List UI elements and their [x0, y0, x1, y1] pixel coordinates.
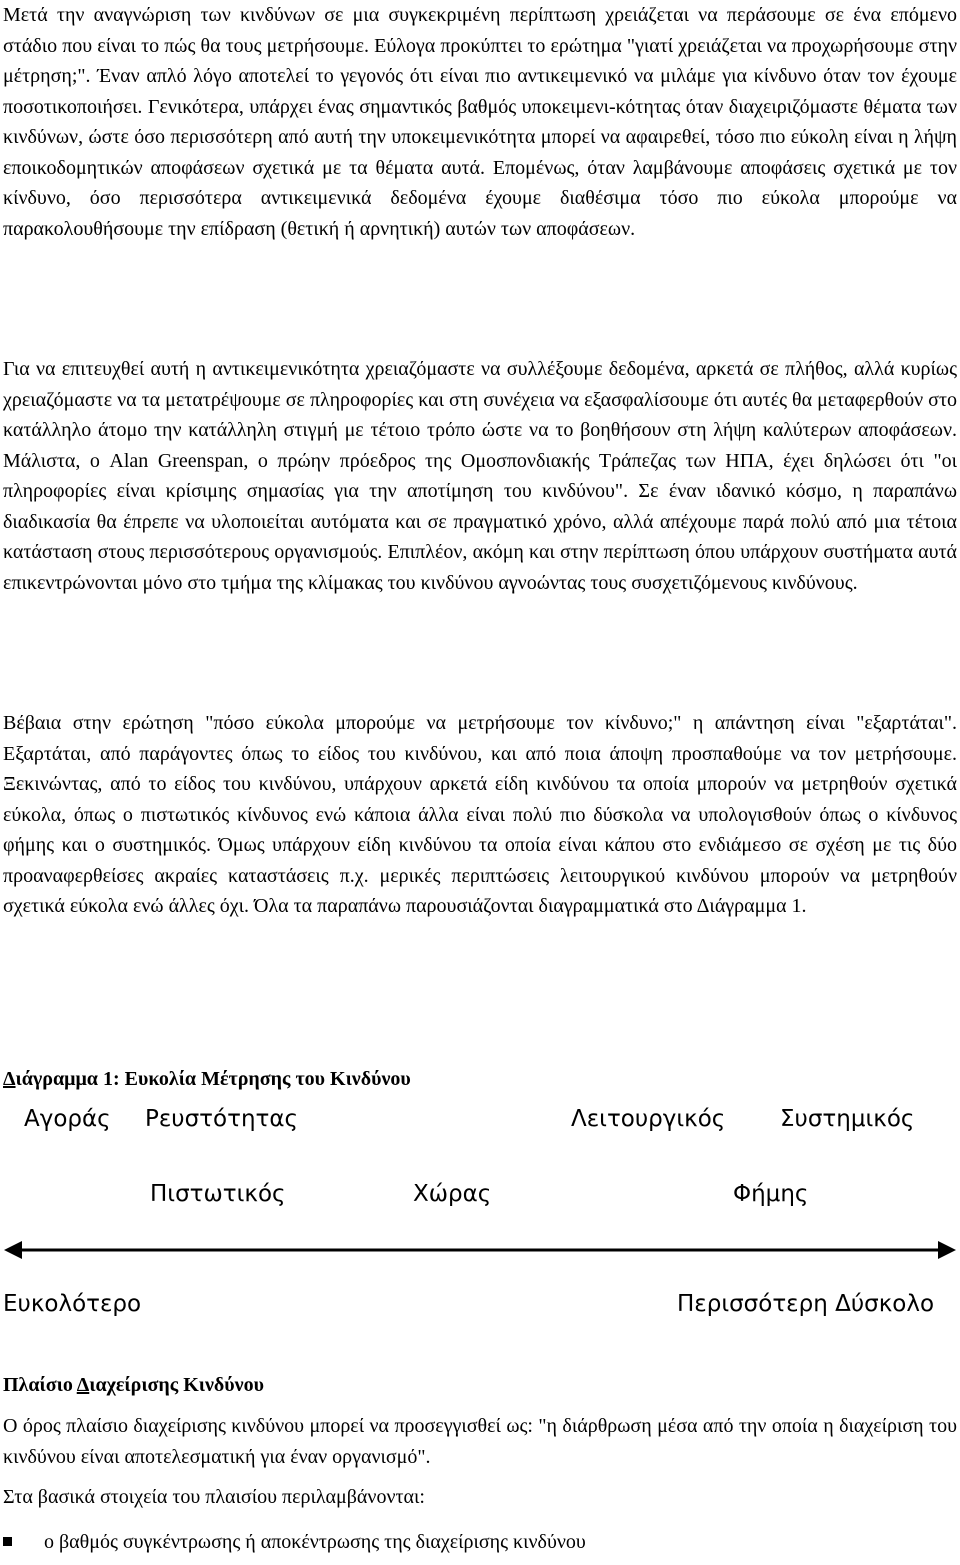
paragraph-objectivity: Για να επιτευχθεί αυτή η αντικειμενικότητα χρειαζόμαστε να συλλέξουμε δεδομένα, αρκετά σε πλήθος, αλλά κυρίως χρειαζόμαστε να τα μετατρέψουμε σε πληροφορίες και στη συνέχεια να εξασφαλίσουμε ότι αυτές θα μεταφερθούν στο κατάλληλο άτομο την κατάλληλη στιγμή με τέτοιο τρόπο ώστε να το βοηθήσουν στη λήψη καλύτερων αποφάσεων. Μάλιστα, ο Alan Greenspan, ο πρώην πρόεδρος της Ομοσπονδιακής Τράπεζας των ΗΠΑ, έχει δηλώσει ότι "οι πληροφορίες είναι κρίσιμης σημασίας για την αποτίμηση του κινδύνου". Σε έναν ιδανικό κόσμο, η παραπάνω διαδικασία θα έπρεπε να υλοποιείται αυτόματα και σε πραγματικό χρόνο, αλλά απέχουμε παρά πολύ από μια τέτοια κατάσταση στους περισσότερους οργανισμούς. Επιπλέον, ακόμη και στην περίπτωση όπου υπάρχουν συστήματα αυτά επικεντρώνονται μόνο στο τμήμα της κλίμακας του κινδύνου αγνοώντας τους συσχετιζόμενους κινδύνους.: [3, 358, 957, 594]
diagram-label-operational: Λειτουργικός: [571, 1106, 726, 1132]
diagram-label-liquidity: Ρευστότητας: [145, 1106, 299, 1132]
diagram-label-systemic: Συστημικός: [780, 1106, 915, 1132]
diagram-label-market: Αγοράς: [24, 1106, 111, 1132]
diagram-label-easier: Ευκολότερο: [3, 1291, 142, 1317]
diagram-label-credit: Πιστωτικός: [150, 1181, 286, 1207]
framework-definition: Ο όρος πλαίσιο διαχείρισης κινδύνου μπορεί να προσεγγισθεί ως: "η διάρθρωση μέσα από την οποία η διαχείριση του κινδύνου είναι αποτελεσματική για έναν οργανισμό".: [3, 1415, 957, 1468]
framework-heading: Πλαίσιο Διαχείρισης Κινδύνου: [3, 1374, 264, 1396]
list-item: ο βαθμός συγκέντρωσης ή αποκέντρωσης της διαχείρισης κινδύνου: [3, 1531, 586, 1554]
risk-measurement-diagram: [0, 1100, 960, 1330]
diagram-label-more-difficult: Περισσότερη Δύσκολο: [677, 1291, 935, 1317]
diagram-label-reputation: Φήμης: [733, 1181, 809, 1207]
square-bullet-icon: [3, 1537, 12, 1546]
diagram-heading: Διάγραμμα 1: Ευκολία Μέτρησης του Κινδύνου: [3, 1068, 411, 1090]
diagram-label-country: Χώρας: [413, 1181, 492, 1207]
paragraph-how-easy: Βέβαια στην ερώτηση "πόσο εύκολα μπορούμε να μετρήσουμε τον κίνδυνο;" η απάντηση είναι "εξαρτάται". Εξαρτάται, από παράγοντες όπως το είδος του κινδύνου, και από ποια άποψη προσπαθούμε να τον μετρήσουμε. Ξεκινώντας, από το είδος του κινδύνου, υπάρχουν αρκετά είδη κινδύνου τα οποία μπορούν να μετρηθούν σχετικά εύκολα, όπως ο πιστωτικός κίνδυνος ενώ κάποια άλλα είναι πολύ πιο δύσκολα να υπολογισθούν όπως ο κίνδυνος φήμης και ο συστημικός. Όμως υπάρχουν είδη κινδύνου τα οποία είναι κάπου στο ενδιάμεσο σε σχέση με τις δύο προαναφερθείσες ακραίες καταστάσεις π.χ. μερικές περιπτώσεις λειτουργικού κινδύνου μπορούν να μετρηθούν σχετικά εύκολα ενώ άλλες όχι. Όλα τα παραπάνω παρουσιάζονται διαγραμματικά στο Διάγραμμα 1.: [3, 712, 957, 917]
paragraph-measurement-intro: Μετά την αναγνώριση των κινδύνων σε μια συγκεκριμένη περίπτωση χρειάζεται να περάσουμε σε ένα επόμενο στάδιο που είναι το πώς θα τους μετρήσουμε. Εύλογα προκύπτει το ερώτημα "γιατί χρειάζεται να προχωρήσουμε στην μέτρηση;". Έναν απλό λόγο αποτελεί το γεγονός ότι είναι πιο αντικειμενικό να μιλάμε για κίνδυνο όταν τον έχουμε ποσοτικοποιήσει. Γενικότερα, υπάρχει ένας σημαντικός βαθμός υποκειμενι-κότητας όταν διαχειριζόμαστε θέματα των κινδύνων, ώστε όσο περισσότερη από αυτή την υποκειμενικότητα μπορεί να αφαιρεθεί, τόσο πιο εύκολη είναι η λήψη εποικοδομητικών αποφάσεων σχετικά με τα θέματα αυτά. Επομένως, όταν λαμβάνουμε αποφάσεις σχετικά με τον κίνδυνο, όσο περισσότερα αντικειμενικά δεδομένα έχουμε διαθέσιμα τόσο πιο εύκολα μπορούμε να παρακολουθήσουμε την επίδραση (θετική ή αρνητική) αυτών των αποφάσεων.: [3, 4, 957, 240]
framework-elements-intro: Στα βασικά στοιχεία του πλαισίου περιλαμβάνονται:: [3, 1486, 425, 1508]
